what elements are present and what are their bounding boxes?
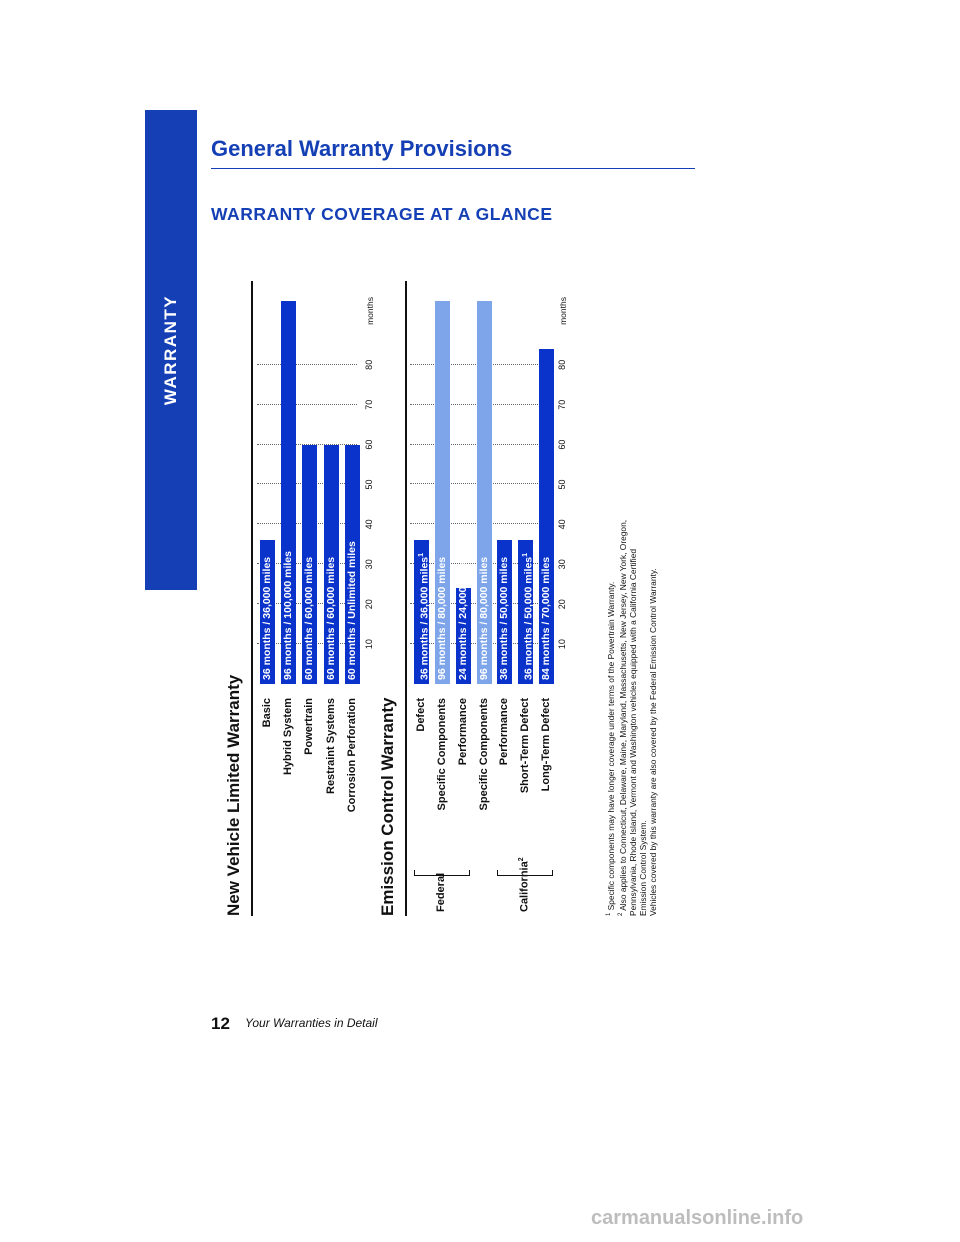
footnote-line: Pennsylvania, Rhode Island, Vermont and Washington vehicles equipped with a California Certified [627,548,638,916]
bar-label: 60 months / 60,000 miles [303,556,315,680]
footnote-marker: 1 [522,552,529,557]
bar-label: 24 months / 24,000 miles [457,556,469,680]
bar-label: 84 months / 70,000 miles [540,556,552,680]
footnote-marker: 2 [617,912,624,916]
title-divider [211,168,695,169]
x-tick-label: 50 [557,479,567,490]
footnote-line: $^1$ Specific components may have longer coverage under terms of the Powertrain Warranty. [605,581,616,916]
footnote-line: Emission Control System. [637,820,648,916]
x-axis-label: months [558,297,568,325]
category-label: Corrosion Perforation [346,698,358,813]
category-label: Performance [498,698,510,766]
footnotes [604,216,658,916]
x-tick-label: 20 [364,599,374,610]
x-tick-label: 10 [364,639,374,650]
footnote-marker: 1 [606,912,612,916]
x-tick-label: 70 [557,399,567,410]
footer-text: Your Warranties in Detail [245,1016,378,1030]
category-label: Performance [457,698,469,766]
bar-label: 36 months / 36,000 miles$^1$ [418,552,431,680]
x-tick-label: 80 [557,359,567,370]
chart-rule-new-vehicle [251,281,253,916]
footnote-line: $^2$ Also applies to Connecticut, Delaware, Maine, Maryland, Massachusetts, New Jersey, New York, Oregon, [617,519,628,916]
page-number: 12 [211,1014,230,1033]
bar-label: 96 months / 100,000 miles [282,551,294,680]
x-axis-label: months [365,297,375,325]
bar-label: 60 months / Unlimited miles [346,541,358,680]
bar-label: 96 months / 80,000 miles [436,556,448,680]
chart-title-new-vehicle: New Vehicle Limited Warranty [224,674,243,916]
category-label: Long-Term Defect [540,698,552,792]
x-tick-label: 30 [557,559,567,570]
x-tick-label: 10 [557,639,567,650]
sidebar-tab [145,110,197,590]
footnote-marker: 2 [518,857,525,862]
gridline [257,404,357,405]
x-tick-label: 40 [364,519,374,530]
x-tick-label: 60 [557,439,567,450]
x-tick-label: 50 [364,479,374,490]
bar-label: 36 months / 50,000 miles$^1$ [522,552,535,680]
bar-label: 96 months / 80,000 miles [478,556,490,680]
category-label: Specific Components [478,698,490,811]
warranty-charts [224,256,658,916]
gridline [257,364,357,365]
category-label: Specific Components [436,698,448,811]
group-label: Federal [435,872,447,912]
category-label: Defect [415,698,427,732]
watermark: carmanualsonline.info [591,1207,804,1229]
category-label: Short-Term Defect [519,698,531,794]
page-title: General Warranty Provisions [211,136,513,161]
bar-label: 60 months / 60,000 miles [325,556,337,680]
x-tick-label: 60 [364,439,374,450]
footnote-line: Vehicles covered by this warranty are also covered by the Federal Emission Control Warranty. [647,568,658,916]
category-label: Restraint Systems [325,698,337,794]
x-tick-label: 20 [557,599,567,610]
x-tick-label: 80 [364,359,374,370]
bar-label: 36 months / 50,000 miles [498,556,510,680]
footnote-marker: 1 [418,552,425,557]
bar-label: 36 months / 36,000 miles [261,556,273,680]
group-label: California$^2$ [518,857,531,912]
category-label: Powertrain [303,698,315,755]
page-subtitle: WARRANTY COVERAGE AT A GLANCE [211,204,553,224]
x-tick-label: 30 [364,559,374,570]
category-label: Basic [261,698,273,728]
x-tick-label: 70 [364,399,374,410]
chart-title-emission: Emission Control Warranty [378,697,397,916]
x-tick-label: 40 [557,519,567,530]
category-label: Hybrid System [282,698,294,776]
chart-rule-emission [405,281,407,916]
sidebar-label: WARRANTY [161,294,180,406]
